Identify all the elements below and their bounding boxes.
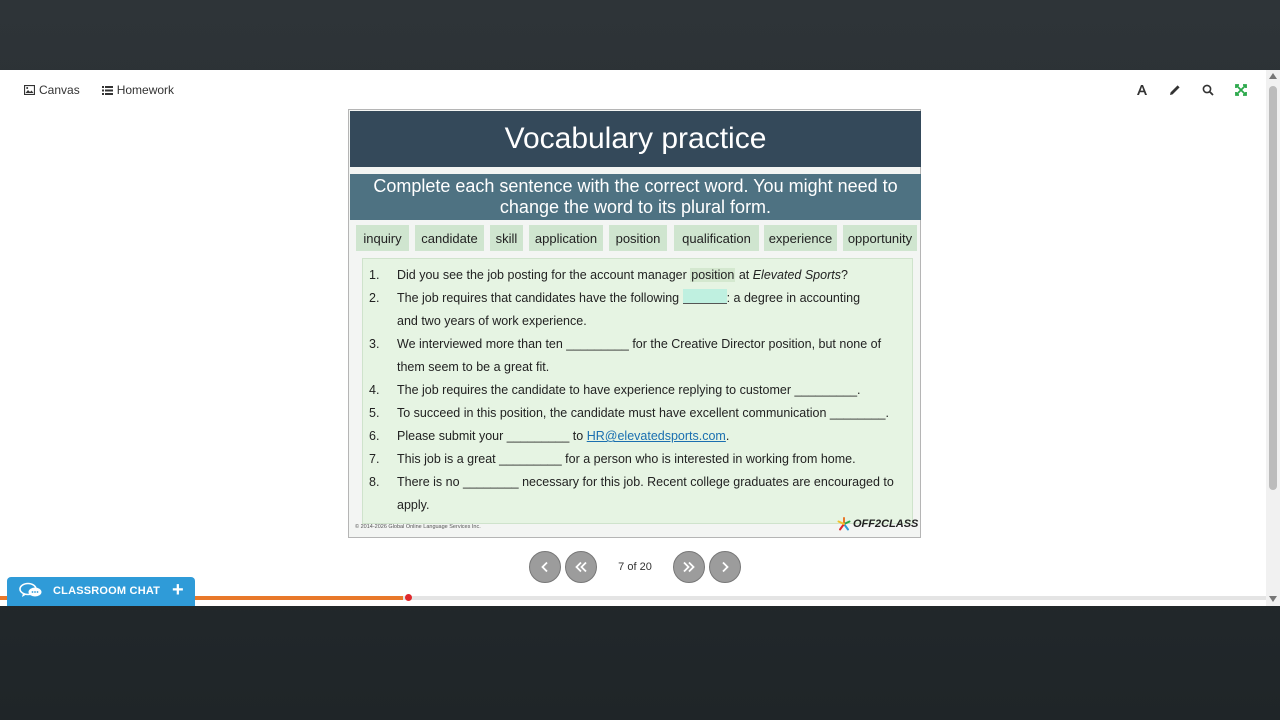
lesson-slide — [348, 109, 921, 538]
pencil-icon — [1169, 84, 1181, 96]
question-text: Please submit your _________ to HR@elevatedsports.com. — [397, 429, 730, 443]
font-icon — [1136, 84, 1148, 96]
chat-label: CLASSROOM CHAT — [53, 585, 161, 597]
word-chip[interactable]: qualification — [674, 225, 759, 251]
question-number: 6. — [369, 429, 380, 443]
question-text: We interviewed more than ten _________ for the Creative Director position, but none of — [397, 337, 882, 351]
fullscreen-tool[interactable] — [1233, 82, 1248, 97]
question-number: 2. — [369, 291, 380, 305]
classroom-chat-button[interactable] — [7, 577, 195, 606]
next-slide-button[interactable] — [709, 551, 741, 583]
scroll-thumb[interactable] — [1269, 86, 1277, 490]
logo-text: OFF2CLASS — [853, 518, 919, 530]
chat-icon — [19, 582, 43, 600]
chevron-right-icon — [719, 561, 731, 573]
word-chip[interactable]: opportunity — [843, 225, 917, 251]
word-chip[interactable]: inquiry — [356, 225, 409, 251]
font-tool[interactable] — [1134, 82, 1149, 97]
double-chevron-left-icon — [574, 561, 588, 573]
question-number: 4. — [369, 383, 380, 397]
homework-label: Homework — [116, 83, 175, 97]
question-text: This job is a great _________ for a person who is interested in working from home. — [397, 452, 856, 466]
scrollbar[interactable] — [1266, 70, 1280, 606]
word-chip[interactable]: application — [529, 225, 603, 251]
word-chip[interactable]: candidate — [415, 225, 484, 251]
question-number: 1. — [369, 268, 380, 282]
exercise-list — [362, 258, 913, 524]
image-icon — [24, 85, 35, 95]
email-link[interactable]: HR@elevatedsports.com — [586, 429, 726, 443]
toolbar-right — [1134, 82, 1248, 97]
question-text: There is no ________ necessary for this job. Recent college graduates are encouraged to — [397, 475, 894, 489]
word-chip[interactable]: skill — [490, 225, 523, 251]
list-icon — [102, 85, 113, 95]
star-logo-icon — [837, 517, 851, 531]
scroll-down-icon — [1269, 596, 1277, 602]
word-chip[interactable]: experience — [764, 225, 837, 251]
question-text: The job requires the candidate to have experience replying to customer _________. — [397, 383, 861, 397]
question-text-cont: and two years of work experience. — [397, 314, 587, 328]
lesson-viewer — [0, 70, 1280, 606]
chat-plus-icon[interactable]: + — [172, 579, 184, 601]
fullscreen-icon — [1235, 84, 1247, 96]
word-chip[interactable]: position — [609, 225, 667, 251]
filled-answer[interactable]: position — [691, 268, 735, 282]
answer-input[interactable] — [683, 289, 727, 304]
prev-slide-button[interactable] — [529, 551, 561, 583]
question-text: The job requires that candidates have the following : a degree in accounting — [397, 291, 861, 305]
slide-instructions: Complete each sentence with the correct word. You might need to change the word to its plural form. — [350, 174, 921, 220]
question-text-cont: apply. — [397, 498, 430, 512]
progress-handle[interactable] — [405, 594, 412, 601]
canvas-label: Canvas — [39, 83, 80, 97]
copyright-text: © 2014-2026 Global Online Language Services Inc. — [355, 524, 481, 530]
toolbar-left — [24, 83, 174, 97]
search-tool[interactable] — [1200, 82, 1215, 97]
question-number: 5. — [369, 406, 380, 420]
question-number: 8. — [369, 475, 380, 489]
last-slide-button[interactable] — [673, 551, 705, 583]
double-chevron-right-icon — [682, 561, 696, 573]
question-text-cont: them seem to be a great fit. — [397, 360, 550, 374]
homework-button[interactable] — [102, 83, 174, 97]
page-counter: 7 of 20 — [618, 561, 652, 573]
question-number: 7. — [369, 452, 380, 466]
question-text: To succeed in this position, the candidate must have excellent communication ________. — [397, 406, 889, 420]
slide-title: Vocabulary practice — [350, 111, 921, 167]
chevron-left-icon — [539, 561, 551, 573]
canvas-button[interactable] — [24, 83, 80, 97]
scroll-up-icon — [1269, 73, 1277, 79]
off2class-logo — [837, 517, 918, 531]
question-text: Did you see the job posting for the account manager position at Elevated Sports? — [397, 268, 848, 282]
search-icon — [1202, 84, 1214, 96]
word-bank — [356, 225, 916, 251]
first-slide-button[interactable] — [565, 551, 597, 583]
question-number: 3. — [369, 337, 380, 351]
draw-tool[interactable] — [1167, 82, 1182, 97]
